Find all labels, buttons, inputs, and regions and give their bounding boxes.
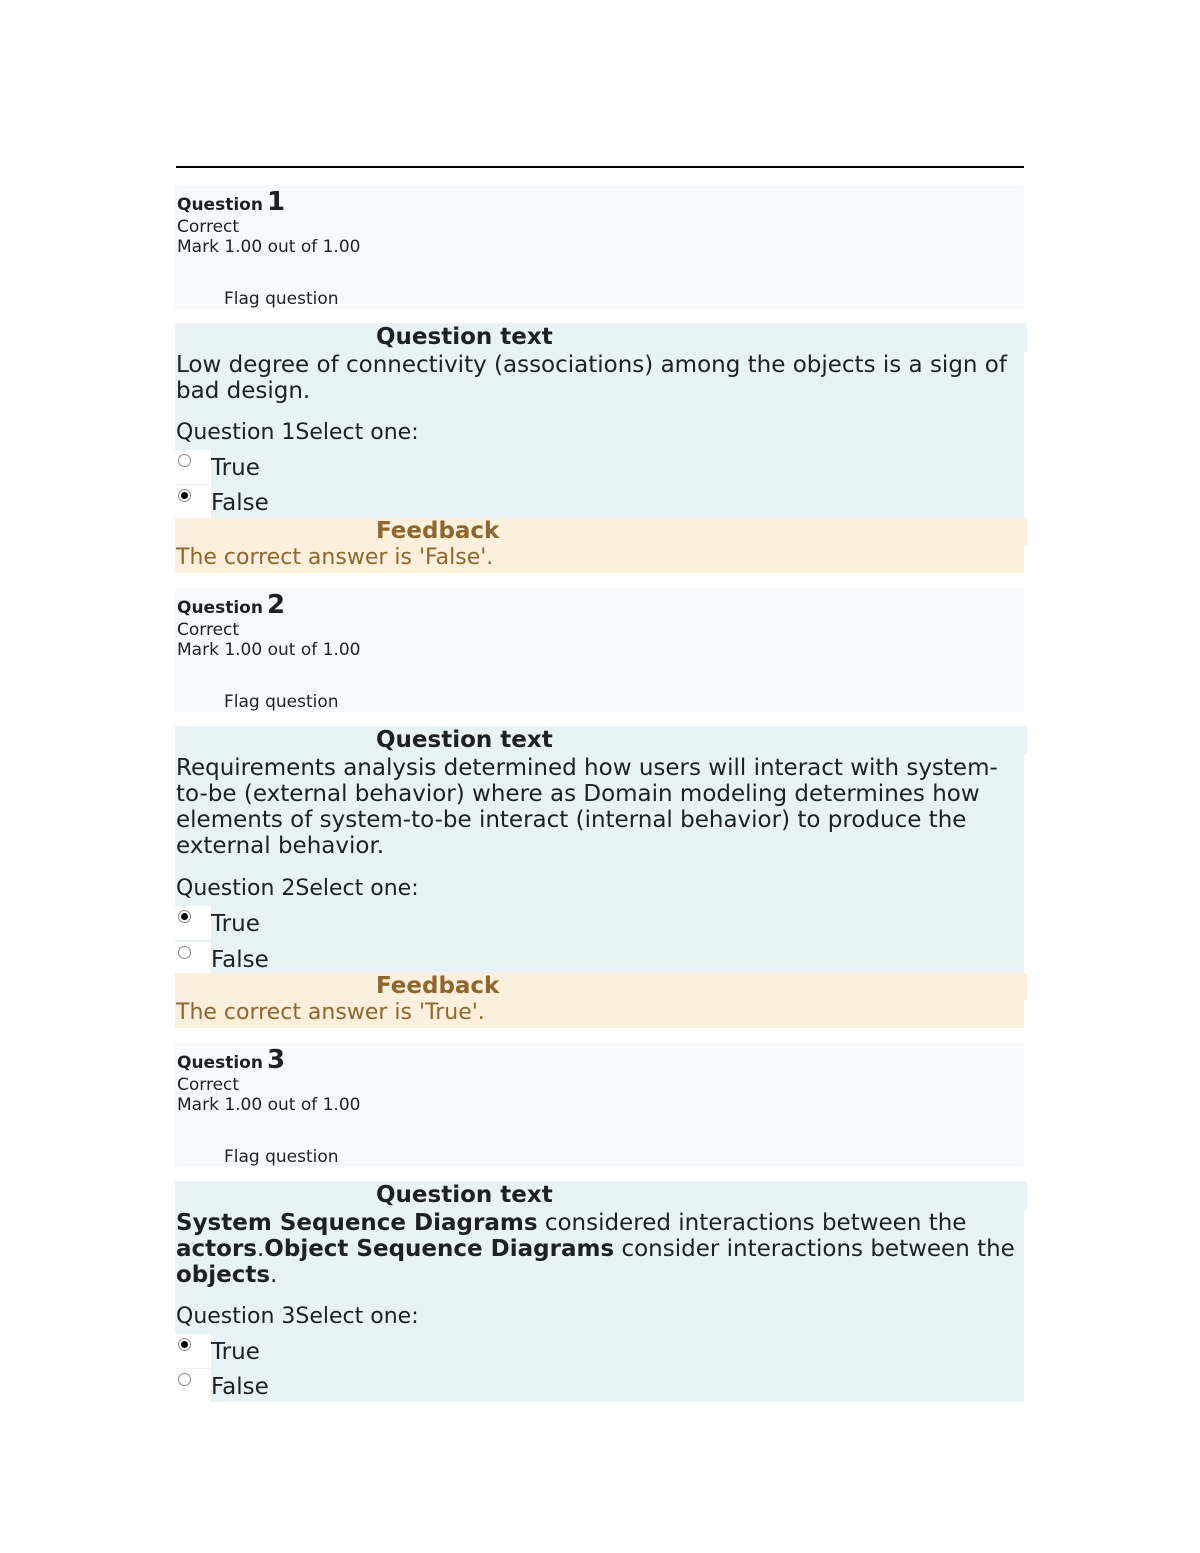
answer-option-true[interactable] bbox=[175, 1334, 575, 1368]
question-2-formulation bbox=[175, 726, 1024, 973]
text-run: . bbox=[256, 1236, 265, 1262]
select-one-prompt: Question 2Select one: bbox=[176, 876, 419, 901]
radio-button[interactable] bbox=[178, 1373, 191, 1386]
question-2-feedback bbox=[175, 973, 1024, 1028]
radio-cell bbox=[175, 942, 211, 976]
text-run: . bbox=[270, 1262, 278, 1288]
flag-question-link[interactable]: Flag question bbox=[224, 289, 339, 309]
question-text: Requirements analysis determined how users will interact with system-to-be (external behavior) where as Domain modeling determines how elements of system-to-be interact (internal behavior) to produce the external behavior. bbox=[176, 755, 998, 859]
bold-term: actors bbox=[176, 1236, 257, 1262]
question-state: Correct bbox=[177, 217, 240, 237]
answer-option-false[interactable] bbox=[175, 485, 575, 519]
question-1-info bbox=[175, 185, 1024, 309]
question-3-info bbox=[175, 1043, 1024, 1167]
question-state: Correct bbox=[177, 620, 240, 640]
question-text-heading: Question text bbox=[375, 1181, 1027, 1210]
answer-label: True bbox=[211, 911, 260, 937]
answer-option-true[interactable] bbox=[175, 450, 575, 484]
question-text: Low degree of connectivity (associations) among the objects is a sign of bad design. bbox=[176, 352, 1015, 404]
question-3-formulation bbox=[175, 1181, 1024, 1402]
answer-option-false[interactable] bbox=[175, 942, 575, 976]
text-run: considered interactions between the bbox=[537, 1210, 974, 1236]
radio-cell bbox=[175, 485, 211, 519]
question-state: Correct bbox=[177, 1075, 240, 1095]
feedback-heading: Feedback bbox=[375, 518, 1027, 545]
radio-button-checked[interactable] bbox=[178, 489, 191, 502]
feedback-text: The correct answer is 'True'. bbox=[176, 1000, 485, 1025]
select-one-prompt: Question 1Select one: bbox=[176, 420, 419, 445]
bold-term: objects bbox=[176, 1262, 271, 1288]
bold-term: Object Sequence Diagrams bbox=[264, 1236, 615, 1262]
radio-button-checked[interactable] bbox=[178, 910, 191, 923]
answer-label: True bbox=[211, 455, 260, 481]
question-1-feedback bbox=[175, 518, 1024, 573]
answer-label: True bbox=[211, 1339, 260, 1365]
radio-cell bbox=[175, 1334, 211, 1368]
question-grade: Mark 1.00 out of 1.00 bbox=[177, 1095, 361, 1115]
flag-question-link[interactable]: Flag question bbox=[224, 1147, 339, 1167]
feedback-text: The correct answer is 'False'. bbox=[176, 545, 494, 570]
question-1-formulation bbox=[175, 323, 1024, 518]
question-text-heading: Question text bbox=[375, 323, 1027, 352]
feedback-heading: Feedback bbox=[375, 973, 1027, 1000]
select-one-prompt: Question 3Select one: bbox=[176, 1304, 419, 1329]
page-top-rule bbox=[176, 166, 1024, 168]
question-grade: Mark 1.00 out of 1.00 bbox=[177, 640, 361, 660]
question-text-heading: Question text bbox=[375, 726, 1027, 755]
radio-button-checked[interactable] bbox=[178, 1338, 191, 1351]
answer-label: False bbox=[211, 490, 269, 516]
radio-button[interactable] bbox=[178, 946, 191, 959]
question-number: Question 2 bbox=[177, 590, 286, 620]
question-number: Question 3 bbox=[177, 1045, 286, 1075]
radio-button[interactable] bbox=[178, 454, 191, 467]
radio-cell bbox=[175, 1369, 211, 1403]
question-text bbox=[176, 1210, 1021, 1288]
question-grade: Mark 1.00 out of 1.00 bbox=[177, 237, 361, 257]
answer-option-true[interactable] bbox=[175, 906, 575, 940]
answer-label: False bbox=[211, 947, 269, 973]
text-run: consider interactions between the bbox=[614, 1236, 1023, 1262]
question-2-info bbox=[175, 588, 1024, 712]
radio-cell bbox=[175, 906, 211, 940]
radio-cell bbox=[175, 450, 211, 484]
flag-question-link[interactable]: Flag question bbox=[224, 692, 339, 712]
answer-label: False bbox=[211, 1374, 269, 1400]
question-number: Question 1 bbox=[177, 187, 286, 217]
bold-term: System Sequence Diagrams bbox=[176, 1210, 538, 1236]
answer-option-false[interactable] bbox=[175, 1369, 575, 1403]
